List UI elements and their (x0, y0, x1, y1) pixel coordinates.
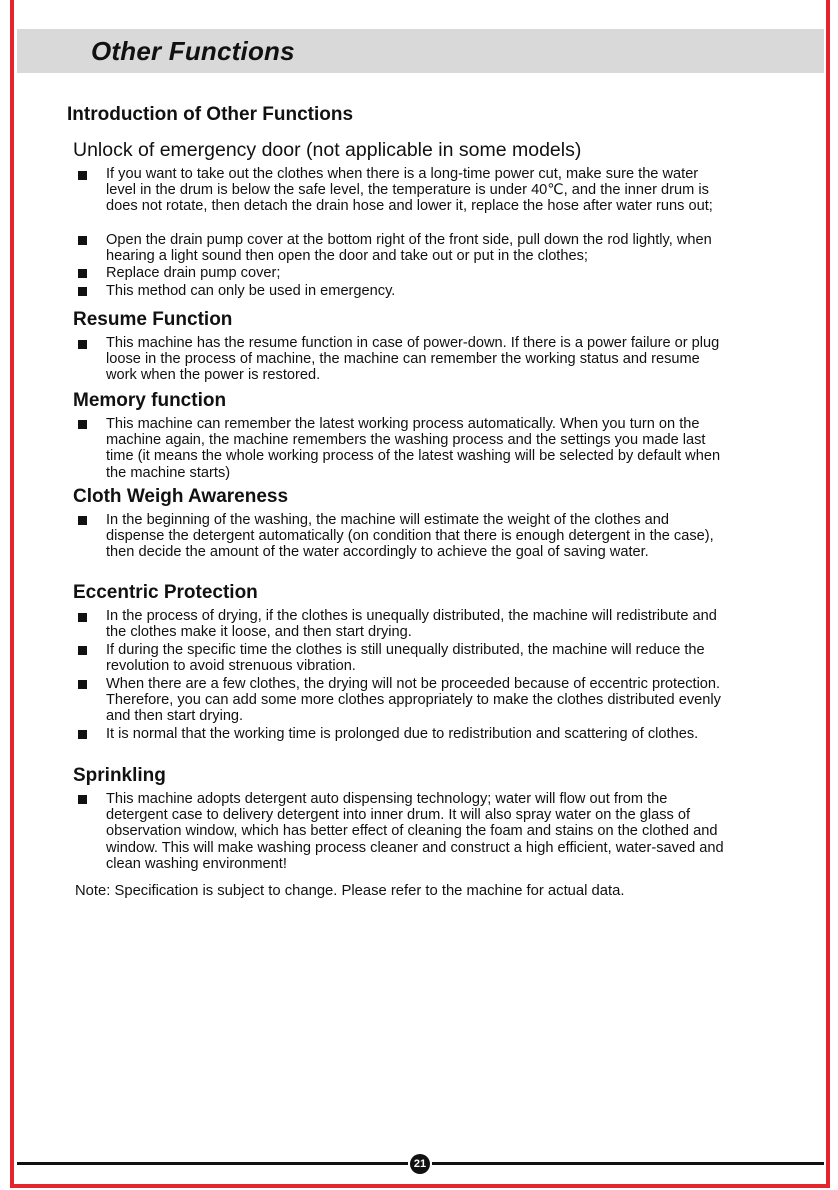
section-heading: Memory function (73, 390, 227, 411)
bullet-square-icon (78, 340, 87, 349)
section-heading: Resume Function (73, 309, 233, 330)
page-title: Other Functions (91, 36, 295, 66)
bullet-text: Replace drain pump cover; (106, 265, 281, 281)
footer-rule-right (432, 1162, 824, 1165)
section-heading: Sprinkling (73, 765, 166, 786)
bullet-text: This machine has the resume function in case of power-down. If there is a power failure or plug loose in the process of machine, the machine can remember the working status and resume work when the power is restored. (106, 335, 720, 384)
bullet-square-icon (78, 287, 87, 296)
bullet-square-icon (78, 516, 87, 525)
bullet-text: When there are a few clothes, the drying will not be proceeded because of eccentric protection. Therefore, you can add some more clothes appropriately to make the clothes distributed evenly and then start drying. (106, 676, 721, 725)
section-heading: Unlock of emergency door (not applicable in some models) (73, 139, 582, 161)
bullet-text: This method can only be used in emergency. (106, 283, 396, 299)
bullet-square-icon (78, 795, 87, 804)
page-number: 21 (410, 1154, 430, 1174)
bullet-square-icon (78, 236, 87, 245)
bullet-text: If you want to take out the clothes when there is a long-time power cut, make sure the water level in the drum is below the safe level, the temperature is under 40℃, and the inner drum is does not rotate, then detach the drain hose and lower it, replace the hose after water runs out; (106, 166, 713, 215)
section-heading: Cloth Weigh Awareness (73, 486, 289, 507)
intro-title: Introduction of Other Functions (67, 104, 354, 125)
bullet-square-icon (78, 613, 87, 622)
note-text: Note: Specification is subject to change. Please refer to the machine for actual data. (75, 883, 625, 899)
bullet-square-icon (78, 420, 87, 429)
bullet-text: It is normal that the working time is prolonged due to redistribution and scattering of clothes. (106, 726, 699, 742)
bullet-text: In the beginning of the washing, the machine will estimate the weight of the clothes and dispense the detergent automatically (on condition that there is enough detergent in the case), then decide the amount of the water accordingly to achieve the goal of saving water. (106, 512, 714, 561)
section-heading: Eccentric Protection (73, 582, 258, 603)
bullet-text: If during the specific time the clothes is still unequally distributed, the machine will reduce the revolution to avoid strenuous vibration. (106, 642, 705, 675)
bullet-text: This machine can remember the latest working process automatically. When you turn on the machine again, the machine remembers the washing process and the settings you made last time (it means the whole working process of the latest washing will be selected by default when the machine starts) (106, 416, 721, 481)
bullet-square-icon (78, 730, 87, 739)
bullet-square-icon (78, 269, 87, 278)
bullet-square-icon (78, 171, 87, 180)
bullet-text: Open the drain pump cover at the bottom right of the front side, pull down the rod lightly, when hearing a light sound then open the door and take out or put in the clothes; (106, 232, 712, 265)
bullet-square-icon (78, 680, 87, 689)
bullet-square-icon (78, 646, 87, 655)
footer-rule-left (17, 1162, 408, 1165)
bullet-text: This machine adopts detergent auto dispensing technology; water will flow out from the detergent case to delivery detergent into inner drum. It will also spray water on the glass of observation window, which has better effect of cleaning the foam and stains on the clothed and window. This will make washing process cleaner and construct a high efficient, water-saved and clean washing environment! (106, 791, 724, 872)
bullet-text: In the process of drying, if the clothes is unequally distributed, the machine will redistribute and the clothes make it loose, and then start drying. (106, 608, 717, 641)
